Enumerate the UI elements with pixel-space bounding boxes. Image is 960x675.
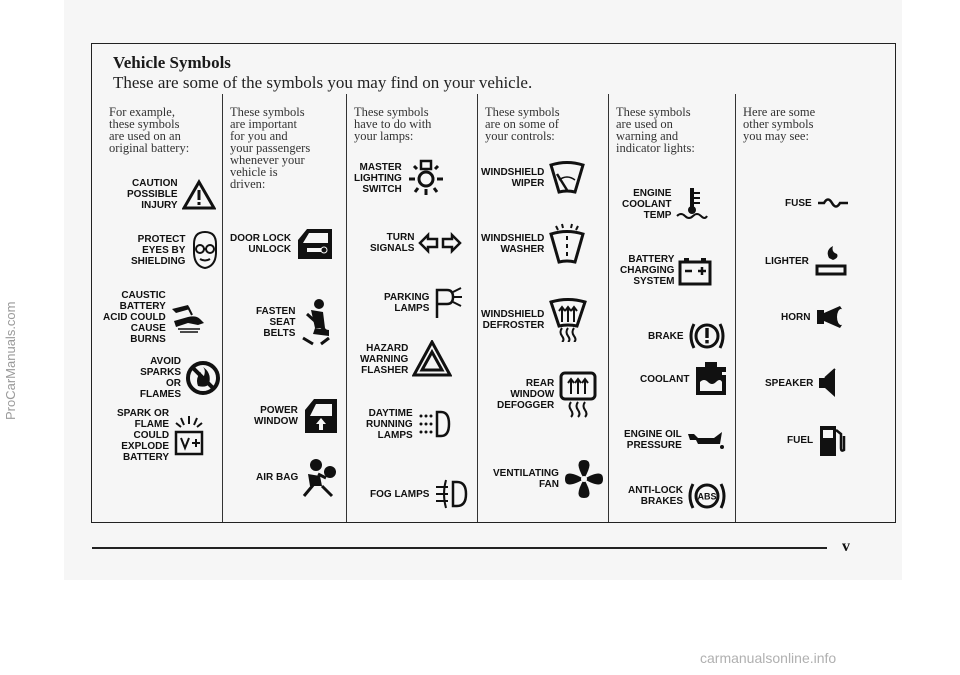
column-intro: These symbols have to do with your lamps: — [354, 105, 432, 143]
hazard-triangle-icon — [412, 340, 452, 378]
symbol-label: REAR WINDOW DEFOGGER — [497, 377, 555, 411]
fuel-pump-icon — [817, 422, 847, 458]
section-subtitle: These are some of the symbols you may find on your vehicle. — [113, 73, 533, 92]
symbol-horn — [781, 302, 850, 332]
symbol-label: WINDSHIELD WASHER — [481, 233, 545, 255]
column-divider — [477, 94, 478, 522]
symbol-caution — [127, 178, 216, 211]
column-occupant — [224, 106, 346, 516]
defroster-icon — [548, 298, 588, 342]
symbol-label: PARKING LAMPS — [384, 292, 430, 314]
column-intro: These symbols are used on warning and indicator lights: — [616, 105, 695, 155]
symbol-defroster — [481, 298, 588, 342]
turn-arrows-icon — [418, 232, 462, 254]
fog-lamp-icon — [433, 476, 469, 512]
svg-text:ABS: ABS — [697, 491, 717, 502]
symbol-protect-eyes — [131, 230, 221, 270]
symbol-wiper — [481, 160, 586, 196]
symbol-speaker — [765, 366, 839, 400]
symbol-label: FASTEN SEAT BELTS — [256, 305, 296, 339]
symbol-label: ENGINE OIL PRESSURE — [624, 429, 682, 451]
symbol-label: VENTILATING FAN — [493, 468, 559, 490]
battery-icon — [678, 256, 712, 286]
symbol-master-lighting — [354, 158, 446, 198]
washer-icon — [548, 222, 586, 266]
face-goggles-icon — [189, 230, 221, 270]
coolant-icon — [693, 360, 729, 398]
fan-icon — [563, 458, 605, 500]
column-other — [737, 106, 895, 516]
speaker-icon — [817, 366, 839, 400]
rear-defogger-icon — [558, 370, 598, 418]
column-intro: Here are some other symbols you may see: — [743, 105, 816, 143]
symbol-hazard — [360, 340, 452, 378]
battery-spark-icon — [173, 414, 205, 458]
symbol-label: ANTI-LOCK BRAKES — [628, 485, 683, 507]
symbol-label: SPARK OR FLAME COULD EXPLODE BATTERY — [117, 408, 170, 463]
symbol-label: POWER WINDOW — [254, 405, 298, 427]
symbol-label: FUSE — [785, 197, 812, 209]
daytime-lamp-icon — [417, 406, 451, 442]
symbol-coolant — [640, 360, 729, 398]
symbol-rear-defogger — [497, 370, 598, 418]
symbol-spark-explode — [117, 408, 205, 463]
lighter-icon — [813, 244, 849, 278]
power-window-icon — [302, 396, 340, 436]
horn-icon — [814, 302, 850, 332]
symbol-label: CAUSTIC BATTERY ACID COULD CAUSE BURNS — [103, 290, 166, 345]
symbol-caustic-acid — [103, 290, 206, 345]
symbol-label: BRAKE — [648, 330, 684, 342]
bottom-watermark: carmanualsonline.info — [700, 650, 837, 666]
brake-icon — [688, 318, 726, 354]
no-flame-icon — [185, 360, 221, 396]
column-controls — [479, 106, 607, 516]
column-intro: These symbols are important for you and your passengers whenever your vehicle is driven: — [230, 105, 311, 191]
symbol-label: DAYTIME RUNNING LAMPS — [366, 407, 413, 441]
footer-rule — [92, 547, 827, 549]
symbol-fuel — [787, 422, 847, 458]
section-title: Vehicle Symbols — [113, 53, 231, 72]
symbol-washer — [481, 222, 586, 266]
symbol-parking-lamps — [384, 286, 463, 320]
symbol-label: ENGINE COOLANT TEMP — [622, 187, 672, 221]
symbol-battery-charging — [620, 254, 712, 287]
symbol-label: AIR BAG — [256, 471, 299, 483]
door-lock-icon — [295, 226, 335, 262]
oil-can-icon — [686, 428, 726, 452]
symbol-fuse — [785, 194, 850, 212]
symbol-label: PROTECT EYES BY SHIELDING — [131, 233, 186, 267]
coolant-temp-icon — [675, 186, 709, 222]
symbol-seat-belt — [256, 298, 333, 346]
parking-lamps-icon — [433, 286, 463, 320]
symbol-label: CAUTION POSSIBLE INJURY — [127, 178, 178, 211]
symbol-fog-lamps — [370, 476, 469, 512]
symbol-label: DOOR LOCK UNLOCK — [230, 233, 292, 255]
column-intro: These symbols are on some of your controls: — [485, 105, 560, 143]
symbol-label: LIGHTER — [765, 255, 809, 267]
seat-belt-icon — [299, 298, 333, 346]
symbol-air-bag — [256, 456, 340, 498]
symbol-label: SPEAKER — [765, 377, 814, 389]
symbol-label: MASTER LIGHTING SWITCH — [354, 161, 402, 195]
column-lamps — [348, 106, 476, 516]
wiper-icon — [548, 160, 586, 196]
symbol-label: WINDSHIELD DEFROSTER — [481, 309, 545, 331]
symbol-label: HORN — [781, 311, 811, 323]
symbol-power-window — [254, 396, 340, 436]
air-bag-icon — [302, 456, 340, 498]
column-intro: For example, these symbols are used on an original battery: — [109, 105, 190, 155]
column-divider — [608, 94, 609, 522]
symbol-anti-lock — [628, 478, 727, 514]
column-divider — [735, 94, 736, 522]
fuse-icon — [816, 194, 850, 212]
symbol-label: HAZARD WARNING FLASHER — [360, 342, 409, 376]
column-battery — [103, 106, 221, 516]
symbol-brake — [648, 318, 726, 354]
master-lighting-icon — [406, 158, 446, 198]
symbol-lighter — [765, 244, 849, 278]
column-warning-lights — [610, 106, 734, 516]
column-divider — [222, 94, 223, 522]
symbol-label: BATTERY CHARGING SYSTEM — [620, 254, 675, 287]
symbol-label: WINDSHIELD WIPER — [481, 167, 545, 189]
page-number: v — [842, 538, 850, 555]
caution-triangle-icon — [182, 179, 216, 211]
symbol-label: COOLANT — [640, 373, 690, 385]
symbol-label: AVOID SPARKS OR FLAMES — [139, 356, 181, 400]
side-watermark: ProCarManuals.com — [3, 301, 18, 420]
symbol-label: FOG LAMPS — [370, 488, 430, 500]
symbol-daytime-lamps — [366, 406, 451, 442]
symbol-label: FUEL — [787, 434, 814, 446]
symbol-avoid-flames — [127, 356, 221, 400]
symbol-label: TURN SIGNALS — [370, 232, 415, 254]
symbol-door-lock — [230, 226, 335, 262]
abs-icon — [687, 478, 727, 514]
symbol-turn-signals — [370, 232, 462, 254]
symbol-coolant-temp — [622, 186, 709, 222]
symbol-oil-pressure — [624, 428, 726, 452]
symbol-fan — [493, 458, 605, 500]
acid-hand-icon — [170, 301, 206, 335]
